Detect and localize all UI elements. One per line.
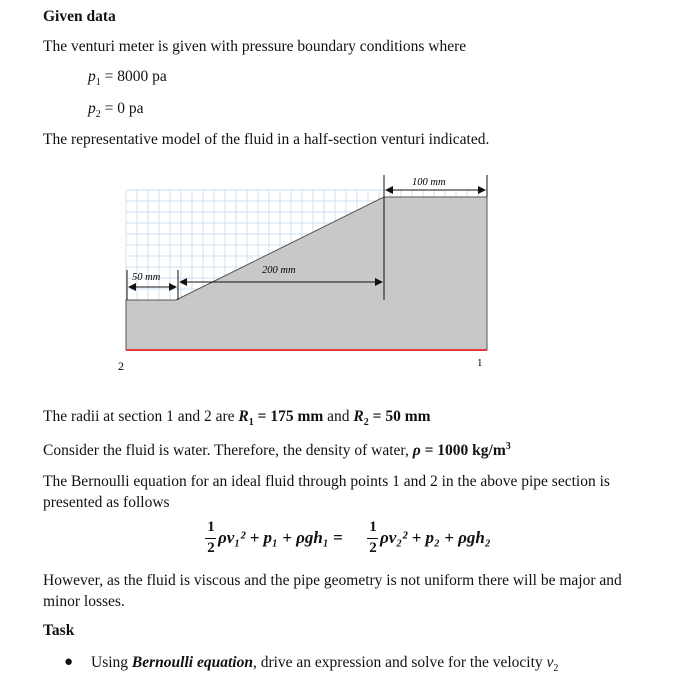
heading-given-data: Given data bbox=[43, 8, 116, 25]
p1-symbol: p bbox=[88, 68, 96, 85]
p2-subscript: 2 bbox=[95, 109, 101, 121]
dim-50-label: 50 mm bbox=[132, 272, 161, 283]
equation-right-side: ρv₂² + p₂ + ρgh₂ bbox=[380, 528, 491, 547]
fluid-region bbox=[126, 197, 487, 350]
frac-left-numerator: 1 bbox=[207, 519, 215, 535]
r2-symbol: R bbox=[353, 408, 364, 425]
frac-left-bar bbox=[205, 538, 216, 539]
intro-text: The venturi meter is given with pressure boundary conditions where bbox=[43, 38, 467, 55]
velocity-subscript: 2 bbox=[553, 663, 559, 674]
frac-left-denominator: 2 bbox=[207, 540, 215, 556]
water-prefix: Consider the fluid is water. Therefore, the density of water, bbox=[43, 442, 413, 460]
radii-text bbox=[43, 408, 431, 428]
frac-right-denominator: 2 bbox=[369, 540, 377, 556]
r1-subscript: 1 bbox=[248, 417, 254, 429]
velocity-symbol: v bbox=[546, 654, 554, 671]
rho-symbol: ρ bbox=[412, 442, 421, 460]
frac-right-bar bbox=[367, 538, 378, 539]
p1-value: = 8000 pa bbox=[104, 68, 167, 85]
p2-symbol: p bbox=[88, 100, 96, 117]
density-value: = 1000 kg/m bbox=[420, 442, 506, 460]
section-2-label: 2 bbox=[118, 359, 124, 373]
task-suffix: , drive an expression and solve for the velocity bbox=[252, 654, 547, 671]
water-text bbox=[43, 441, 511, 460]
frac-right-numerator: 1 bbox=[369, 519, 377, 535]
equation-left-side: ρv₁² + p₁ + ρgh₁ = bbox=[218, 528, 343, 547]
r2-subscript: 2 bbox=[363, 417, 369, 429]
radii-mid: and bbox=[323, 408, 354, 425]
section-1-label: 1 bbox=[477, 357, 483, 369]
density-exponent: 3 bbox=[505, 441, 511, 452]
task-prefix: Using bbox=[91, 654, 132, 671]
p2-value: = 0 pa bbox=[104, 100, 144, 117]
dim-100-label: 100 mm bbox=[412, 177, 446, 188]
r1-value: = 175 mm bbox=[253, 408, 324, 425]
task-emphasis: Bernoulli equation bbox=[131, 654, 253, 671]
bernoulli-text: The Bernoulli equation for an ideal fluid through points 1 and 2 in the above pipe section is presented as follows bbox=[43, 473, 610, 511]
model-text: The representative model of the fluid in a half-section venturi indicated. bbox=[43, 131, 490, 148]
radii-prefix: The radii at section 1 and 2 are bbox=[43, 408, 239, 425]
task-heading: Task bbox=[43, 622, 75, 639]
r2-value: = 50 mm bbox=[368, 408, 431, 425]
r1-symbol: R bbox=[238, 408, 249, 425]
p1-subscript: 1 bbox=[95, 77, 101, 89]
task-item bbox=[91, 654, 558, 674]
dim-200-label: 200 mm bbox=[262, 265, 296, 276]
losses-text: However, as the fluid is viscous and the pipe geometry is not uniform there will be major and minor losses. bbox=[43, 572, 622, 610]
bullet-icon: ● bbox=[64, 654, 74, 670]
